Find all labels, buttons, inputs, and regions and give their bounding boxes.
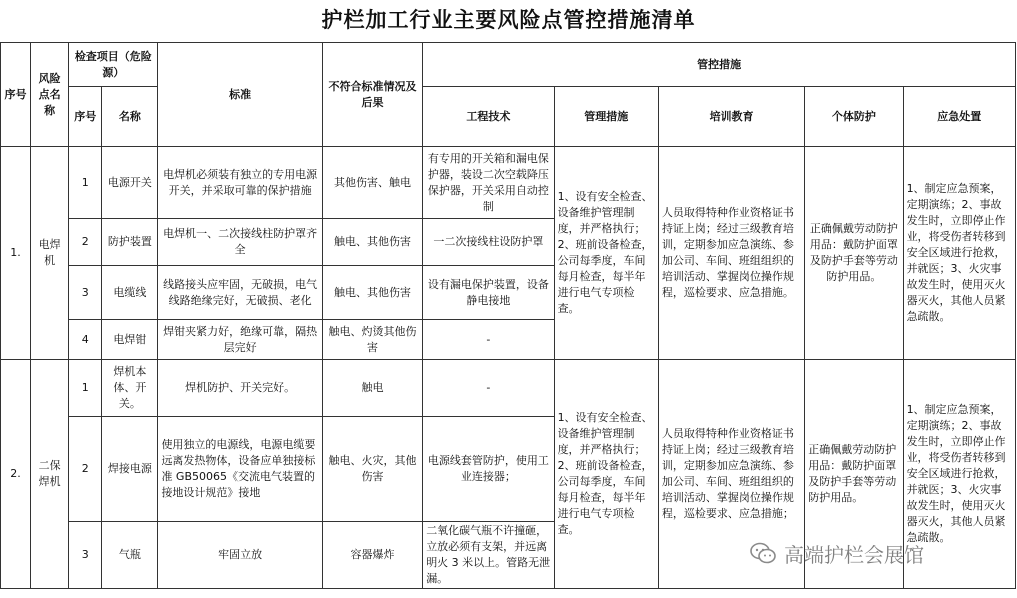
header-management: 管理措施 [554,87,658,147]
item-seq: 4 [69,320,102,360]
item-nonconform: 容器爆炸 [322,522,422,589]
item-name: 焊机本体、开关。 [102,360,158,417]
header-standard: 标准 [158,43,322,147]
group-seq: 2. [1,360,31,589]
item-engineering: 有专用的开关箱和漏电保护器，装设二次空载降压保护器，开关采用自动控制 [423,147,554,219]
item-standard: 使用独立的电源线，电源电缆要远离发热物体，设备应单独接标准 GB50065《交流电气装置的接地设计规范》接地 [158,417,322,522]
group-emergency: 1、制定应急预案，定期演练；2、事故发生时，立即停止作业，将受伤者转移到安全区域进行抢救，并就医；3、火灾事故发生时，使用灭火器灭火，其他人员紧急疏散。 [903,147,1015,360]
item-engineering: 一二次接线柱设防护罩 [423,219,554,266]
item-nonconform: 触电、其他伤害 [322,219,422,266]
item-seq: 1 [69,147,102,219]
item-engineering: 设有漏电保护装置，设备静电接地 [423,266,554,320]
table-row [1,147,1016,219]
item-seq: 1 [69,360,102,417]
item-seq: 2 [69,417,102,522]
group-management: 1、设有安全检查、设备维护管理制度，并严格执行；2、班前设备检查，公司每季度，车间每月检查，每半年进行电气专项检查。 [554,360,658,589]
item-standard: 电焊机必须装有独立的专用电源开关，并采取可靠的保护措施 [158,147,322,219]
item-nonconform: 触电 [322,360,422,417]
header-control: 管控措施 [423,43,1016,87]
risk-control-table [0,42,1016,589]
item-seq: 3 [69,522,102,589]
header-check-item: 检查项目（危险源） [69,43,158,87]
header-personal: 个体防护 [805,87,903,147]
group-name: 二保焊机 [31,360,69,589]
item-engineering: 二氧化碳气瓶不许撞砸，立放必须有支架，并远离明火 3 米以上。管路无泄漏。 [423,522,554,589]
header-risk-name: 风险点名称 [31,43,69,147]
item-standard: 牢固立放 [158,522,322,589]
table-row [1,360,1016,417]
header-training: 培训教育 [658,87,804,147]
item-name: 防护装置 [102,219,158,266]
item-nonconform: 触电、灼烫其他伤害 [322,320,422,360]
group-personal: 正确佩戴劳动防护用品：戴防护面罩及防护手套等劳动防护用品。 [805,147,903,360]
item-standard: 电焊机一、二次接线柱防护罩齐全 [158,219,322,266]
item-name: 电源开关 [102,147,158,219]
header-engineering: 工程技术 [423,87,554,147]
header-row-2 [1,87,1016,147]
item-standard: 焊机防护、开关完好。 [158,360,322,417]
item-standard: 焊钳夹紧力好，绝缘可靠，隔热层完好 [158,320,322,360]
item-name: 电焊钳 [102,320,158,360]
header-row-1 [1,43,1016,87]
watermark [750,538,924,568]
group-training: 人员取得特种作业资格证书持证上岗；经过三级教育培训，定期参加应急演练、参加公司、车间、班组组织的培训活动、掌握岗位操作规程，巡检要求、应急措施。 [658,147,804,360]
group-training: 人员取得特种作业资格证书持证上岗；经过三级教育培训，定期参加应急演练、参加公司、车间、班组组织的培训活动、掌握岗位操作规程，巡检要求、应急措施； [658,360,804,589]
group-name: 电焊机 [31,147,69,360]
item-engineering: 电源线套管防护，使用工业连接器； [423,417,554,522]
item-name: 电缆线 [102,266,158,320]
header-check-name: 名称 [102,87,158,147]
item-engineering: - [423,360,554,417]
watermark-text: 高端护栏会展馆 [784,542,924,567]
item-nonconform: 触电、其他伤害 [322,266,422,320]
header-check-seq: 序号 [69,87,102,147]
group-management: 1、设有安全检查、设备维护管理制度，并严格执行；2、班前设备检查，公司每季度，车间每月检查，每半年进行电气专项检查。 [554,147,658,360]
header-emergency: 应急处置 [903,87,1015,147]
item-seq: 2 [69,219,102,266]
item-nonconform: 其他伤害、触电 [322,147,422,219]
page-title: 护栏加工行业主要风险点管控措施清单 [321,7,696,32]
group-emergency: 1、制定应急预案，定期演练；2、事故发生时，立即停止作业，将受伤者转移到安全区域进行抢救，并就医；3、火灾事故发生时，使用灭火器灭火，其他人员紧急疏散。 [903,360,1015,589]
group-seq: 1. [1,147,31,360]
item-nonconform: 触电、火灾，其他伤害 [322,417,422,522]
item-seq: 3 [69,266,102,320]
wechat-icon [750,541,776,565]
item-engineering: - [423,320,554,360]
header-nonconform: 不符合标准情况及后果 [322,43,422,147]
item-standard: 线路接头应牢固，无破损，电气线路绝缘完好，无破损、老化 [158,266,322,320]
group-personal: 正确佩戴劳动防护用品：戴防护面罩及防护手套等劳动防护用品。 [805,360,903,589]
item-name: 气瓶 [102,522,158,589]
header-seq: 序号 [1,43,31,147]
item-name: 焊接电源 [102,417,158,522]
